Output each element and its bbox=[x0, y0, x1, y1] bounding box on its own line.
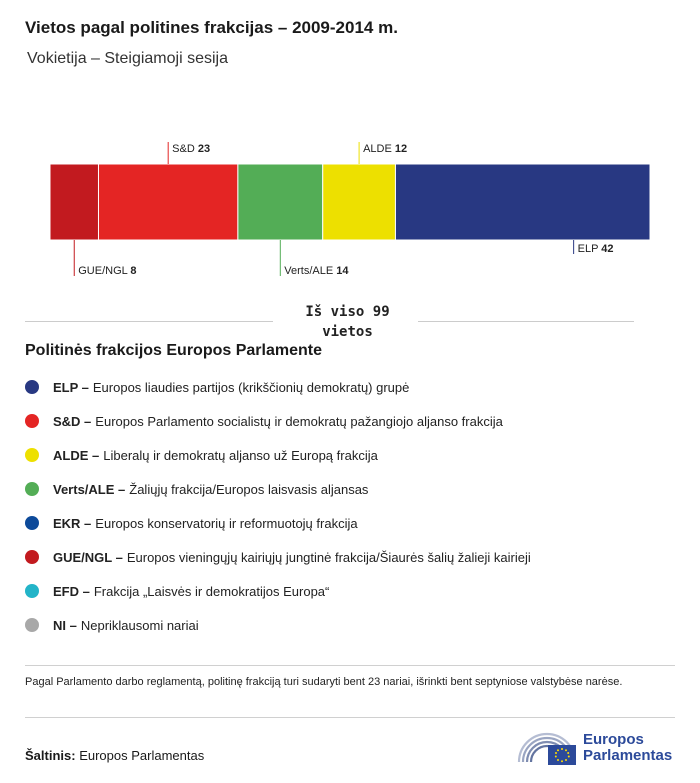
legend-desc: Žaliųjų frakcija/Europos laisvasis aljansas bbox=[129, 481, 369, 497]
legend-dot-ekr bbox=[25, 516, 39, 530]
legend-item-verts-ale bbox=[25, 472, 531, 506]
stacked-bar-chart bbox=[0, 130, 700, 280]
logo-text bbox=[583, 732, 672, 764]
legend-abbr: EFD – bbox=[53, 583, 90, 599]
bar-label-gue-ngl: GUE/NGL 8 bbox=[78, 265, 137, 277]
total-divider-left bbox=[25, 321, 273, 322]
legend-item-gue-ngl bbox=[25, 540, 531, 574]
legend-desc: Frakcija „Laisvės ir demokratijos Europa“ bbox=[93, 583, 330, 599]
legend-dot-elp bbox=[25, 380, 39, 394]
legend-abbr: ELP – bbox=[53, 379, 89, 395]
legend-abbr: S&D – bbox=[53, 413, 92, 429]
total-seats-line1: Iš viso 99 bbox=[305, 304, 390, 320]
bar-label-alde: ALDE 12 bbox=[363, 143, 408, 155]
legend-desc: Europos Parlamento socialistų ir demokratų pažangiojo aljanso frakcija bbox=[95, 413, 503, 429]
bar-segment-s-d bbox=[98, 164, 237, 240]
bar-segment-verts-ale bbox=[238, 164, 323, 240]
legend-item-efd bbox=[25, 574, 531, 608]
legend-desc: Europos vieningųjų kairiųjų jungtinė frakcija/Šiaurės šalių žalieji kairieji bbox=[126, 549, 531, 565]
legend-abbr: NI – bbox=[53, 617, 77, 633]
legend-item-sd bbox=[25, 404, 531, 438]
bar-segment-elp bbox=[395, 164, 650, 240]
legend-dot-sd bbox=[25, 414, 39, 428]
bar-segment-gue-ngl bbox=[50, 164, 98, 240]
legend-dot-ni bbox=[25, 618, 39, 632]
source-line bbox=[25, 748, 204, 763]
chart-title: Vietos pagal politines frakcijas – 2009-2014 m. bbox=[25, 18, 398, 37]
bar-label-verts-ale: Verts/ALE 14 bbox=[284, 265, 349, 277]
legend-dot-verts-ale bbox=[25, 482, 39, 496]
legend-title: Politinės frakcijos Europos Parlamente bbox=[25, 342, 322, 359]
source-label: Šaltinis: bbox=[25, 748, 76, 763]
legend-item-ni bbox=[25, 608, 531, 642]
total-seats-label bbox=[275, 302, 420, 342]
bar-label-elp: ELP 42 bbox=[577, 243, 614, 255]
legend-dot-efd bbox=[25, 584, 39, 598]
legend-item-alde bbox=[25, 438, 531, 472]
parliament-hemicycle-icon bbox=[515, 728, 579, 768]
legend-desc: Europos liaudies partijos (krikščionių demokratų) grupė bbox=[92, 379, 410, 395]
footer-note: Pagal Parlamento darbo reglamentą, politinę frakciją turi sudaryti bent 23 nariai, išrinkti bent septyniose valstybėse narėse. bbox=[25, 676, 623, 688]
legend-desc: Europos konservatorių ir reformuotojų frakcija bbox=[95, 515, 358, 531]
logo-line1: Europos bbox=[583, 731, 644, 748]
legend-dot-alde bbox=[25, 448, 39, 462]
legend-dot-gue-ngl bbox=[25, 550, 39, 564]
legend-item-elp bbox=[25, 370, 531, 404]
legend-desc: Liberalų ir demokratų aljanso už Europą frakcija bbox=[103, 447, 378, 463]
legend-desc: Nepriklausomi nariai bbox=[80, 617, 199, 633]
legend-abbr: GUE/NGL – bbox=[53, 549, 123, 565]
european-parliament-logo[interactable] bbox=[515, 728, 680, 768]
bar-segment-alde bbox=[323, 164, 396, 240]
source-value: Europos Parlamentas bbox=[79, 748, 205, 763]
total-divider-right bbox=[418, 321, 634, 322]
legend-item-ekr bbox=[25, 506, 531, 540]
footer-divider-bottom bbox=[25, 717, 675, 718]
legend-abbr: Verts/ALE – bbox=[53, 481, 126, 497]
legend-list bbox=[25, 370, 531, 642]
chart-subtitle: Vokietija – Steigiamoji sesija bbox=[27, 50, 228, 67]
legend-abbr: ALDE – bbox=[53, 447, 100, 463]
logo-line2: Parlamentas bbox=[583, 747, 673, 764]
bar-label-s-d: S&D 23 bbox=[172, 143, 211, 155]
total-seats-line2: vietos bbox=[322, 324, 373, 340]
footer-divider-top bbox=[25, 665, 675, 666]
legend-abbr: EKR – bbox=[53, 515, 92, 531]
